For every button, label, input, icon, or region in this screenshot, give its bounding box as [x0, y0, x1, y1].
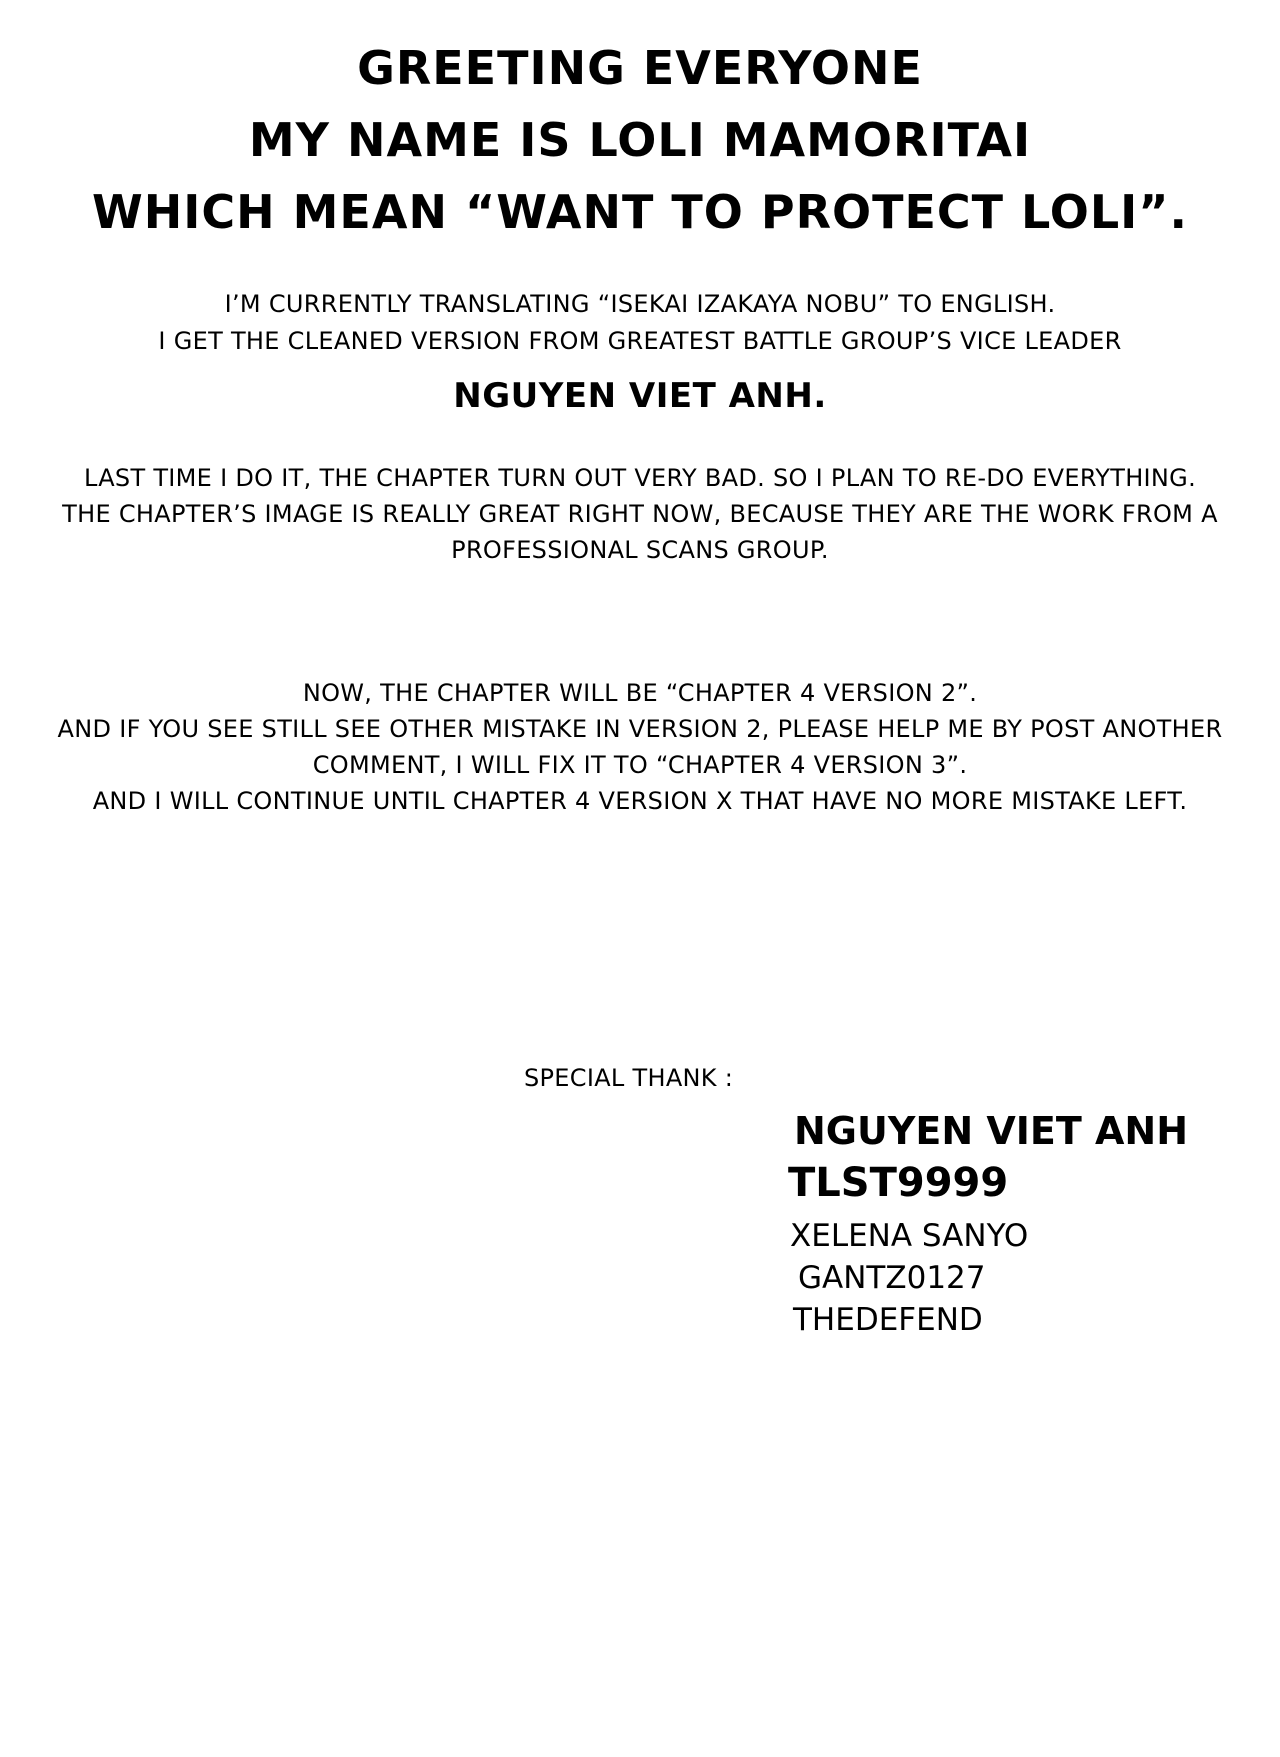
thanks-name: GANTZ0127	[798, 1260, 986, 1296]
title-line-meaning: WHICH MEAN “WANT TO PROTECT LOLI”.	[92, 185, 1188, 239]
thanks-name: TLST9999	[788, 1160, 1009, 1206]
intro-line-translating: I’M CURRENTLY TRANSLATING “ISEKAI IZAKAYA NOBU” TO ENGLISH.	[224, 290, 1056, 318]
thanks-name: THEDEFEND	[793, 1302, 983, 1338]
thanks-name: NGUYEN VIET ANH	[794, 1109, 1189, 1153]
paragraph-1-line-1: LAST TIME I DO IT, THE CHAPTER TURN OUT VERY BAD. SO I PLAN TO RE-DO EVERYTHING.	[83, 464, 1197, 492]
intro-cleaner-name: NGUYEN VIET ANH.	[453, 376, 827, 416]
paragraph-2-line-2: AND IF YOU SEE STILL SEE OTHER MISTAKE IN VERSION 2, PLEASE HELP ME BY POST ANOTHER	[57, 715, 1223, 743]
intro-line-cleaned-version: I GET THE CLEANED VERSION FROM GREATEST BATTLE GROUP’S VICE LEADER	[158, 327, 1122, 355]
title-line-greeting: GREETING EVERYONE	[357, 41, 923, 95]
paragraph-1-line-3: PROFESSIONAL SCANS GROUP.	[451, 536, 829, 564]
paragraph-1-line-2: THE CHAPTER’S IMAGE IS REALLY GREAT RIGHT NOW, BECAUSE THEY ARE THE WORK FROM A	[62, 500, 1218, 528]
title-line-name: MY NAME IS LOLI MAMORITAI	[248, 113, 1032, 167]
thanks-name: XELENA SANYO	[790, 1218, 1029, 1254]
paragraph-2-line-4: AND I WILL CONTINUE UNTIL CHAPTER 4 VERSION X THAT HAVE NO MORE MISTAKE LEFT.	[92, 787, 1188, 815]
paragraph-2-line-1: NOW, THE CHAPTER WILL BE “CHAPTER 4 VERSION 2”.	[302, 679, 978, 707]
special-thanks-label: SPECIAL THANK :	[524, 1064, 734, 1092]
paragraph-2-line-3: COMMENT, I WILL FIX IT TO “CHAPTER 4 VERSION 3”.	[312, 751, 968, 779]
